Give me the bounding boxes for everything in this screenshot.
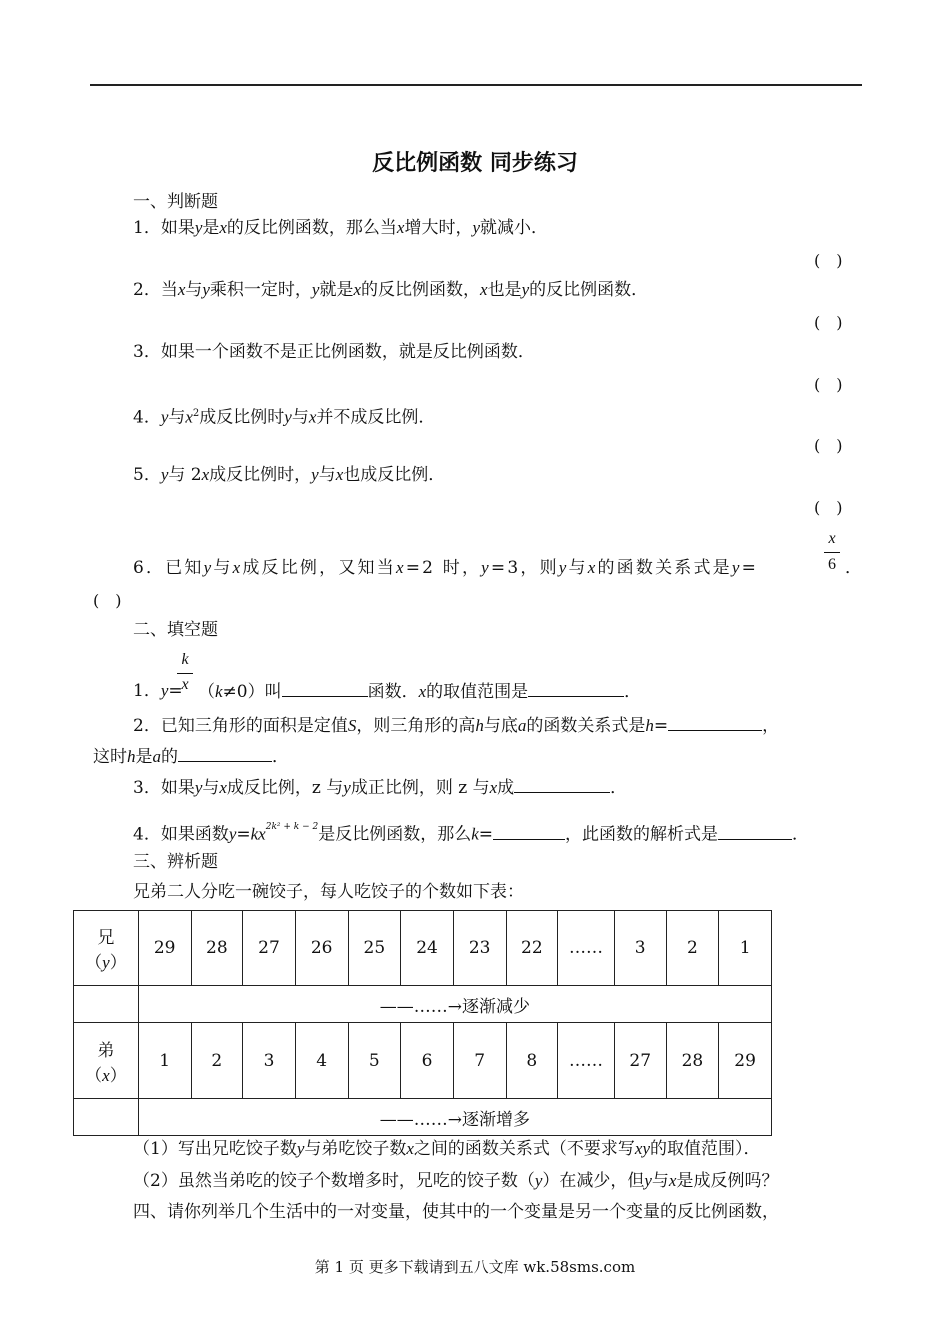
younger-value: 1	[138, 1023, 191, 1099]
analysis-question-1: （1）写出兄吃饺子数y与弟吃饺子数x之间的函数关系式（不要求写xy的取值范围）．	[133, 1139, 761, 1159]
brother-value: 2	[666, 911, 719, 986]
younger-value: ……	[558, 1023, 615, 1099]
dumpling-table	[73, 910, 772, 1136]
brother-value: ……	[558, 911, 615, 986]
fill-item-3: 3．如果y与x成反比例，z 与y成正比例，则 z 与x成 ．	[133, 778, 628, 798]
section2-heading: 二、填空题	[133, 620, 218, 640]
table-intro: 兄弟二人分吃一碗饺子，每人吃饺子的个数如下表：	[133, 882, 524, 902]
younger-value: 5	[348, 1023, 401, 1099]
page-title: 反比例函数 同步练习	[372, 151, 578, 176]
item6-frac-denominator: 6	[828, 556, 836, 573]
section4-text: 四、请你列举几个生活中的一对变量，使其中的一个变量是另一个变量的反比例函数，	[133, 1202, 779, 1222]
younger-value: 8	[506, 1023, 558, 1099]
blank-2b[interactable]	[178, 745, 272, 762]
answer-paren-1: ( )	[814, 251, 843, 270]
blank-3[interactable]	[514, 776, 610, 793]
judge-item-3: 3．如果一个函数不是正比例函数，就是反比例函数．	[133, 342, 535, 362]
younger-value: 6	[401, 1023, 454, 1099]
blank-4a[interactable]	[493, 823, 565, 840]
header-rule	[90, 84, 862, 86]
page-footer: 第 1 页 更多下载请到五八文库 wk.58sms.com	[314, 1258, 636, 1276]
row-increase	[74, 1099, 772, 1136]
row-label-brother: 兄 （y）	[74, 911, 139, 986]
brother-value: 28	[191, 911, 243, 986]
answer-paren-2: ( )	[814, 313, 843, 332]
brother-value: 29	[138, 911, 191, 986]
younger-value: 27	[614, 1023, 666, 1099]
fill-item-1b: （k≠0）叫 函数．x的取值范围是 ．	[198, 682, 642, 702]
answer-paren-4: ( )	[814, 436, 843, 455]
item6-end: ．	[845, 558, 862, 578]
younger-value: 7	[453, 1023, 506, 1099]
section3-heading: 三、辨析题	[133, 852, 218, 872]
brother-value: 22	[506, 911, 558, 986]
younger-value: 4	[295, 1023, 348, 1099]
brother-value: 24	[401, 911, 454, 986]
fill-item-4: 4．如果函数$y=kx^{2k^2 + k - 2}$是反比例函数，那么k= ，此函数的解析式是 ．	[133, 822, 810, 845]
younger-value: 28	[666, 1023, 719, 1099]
fill1-frac-bar	[177, 673, 193, 674]
empty-cell	[74, 1099, 139, 1136]
row-decrease	[74, 986, 772, 1023]
brother-value: 26	[295, 911, 348, 986]
younger-value: 3	[243, 1023, 296, 1099]
judge-item-2: 2．当x与y乘积一定时，y就是x的反比例函数，x也是y的反比例函数．	[133, 280, 649, 300]
section1-heading: 一、判断题	[133, 192, 218, 212]
brother-value: 3	[614, 911, 666, 986]
trend-decrease: ——……→逐渐减少	[138, 986, 771, 1023]
item6-frac-numerator: x	[828, 530, 836, 547]
fill-item-1a: 1．y=	[133, 681, 183, 701]
brother-value: 23	[453, 911, 506, 986]
item6-frac-bar	[824, 552, 840, 553]
row-brother	[74, 911, 772, 986]
analysis-question-2: （2）虽然当弟吃的饺子个数增多时，兄吃的饺子数（y）在减少，但y与x是成反例吗？	[133, 1171, 779, 1191]
row-label-younger: 弟 （x）	[74, 1023, 139, 1099]
blank-1b[interactable]	[528, 680, 624, 697]
answer-paren-6: ( )	[93, 591, 122, 610]
fill-item-2b: 这时h是a的 ．	[93, 747, 289, 767]
younger-value: 2	[191, 1023, 243, 1099]
row-younger-brother	[74, 1023, 772, 1099]
fill1-frac-numerator: k	[181, 651, 189, 668]
trend-increase: ——……→逐渐增多	[138, 1099, 771, 1136]
blank-2a[interactable]	[668, 714, 762, 731]
empty-cell	[74, 986, 139, 1023]
blank-4b[interactable]	[718, 823, 792, 840]
fill-item-2a: 2．已知三角形的面积是定值S，则三角形的高h与底a的函数关系式是h= ，	[133, 716, 780, 736]
judge-item-4: 4．y与$x^2$成反比例时y与x并不成反比例．	[133, 407, 436, 428]
judge-item-5: 5．y与 2x成反比例时，y与x也成反比例．	[133, 465, 446, 485]
answer-paren-5: ( )	[814, 498, 843, 517]
judge-item-6: 6．已知y与x成反比例，又知当x=2 时，y=3，则y与x的函数关系式是y=	[133, 558, 759, 578]
brother-value: 27	[243, 911, 296, 986]
judge-item-1: 1．如果y是x的反比例函数，那么当x增大时，y就减小．	[133, 218, 549, 238]
fill1-frac-denominator: x	[181, 676, 189, 693]
younger-value: 29	[719, 1023, 772, 1099]
blank-1a[interactable]	[282, 680, 368, 697]
brother-value: 25	[348, 911, 401, 986]
answer-paren-3: ( )	[814, 375, 843, 394]
brother-value: 1	[719, 911, 772, 986]
